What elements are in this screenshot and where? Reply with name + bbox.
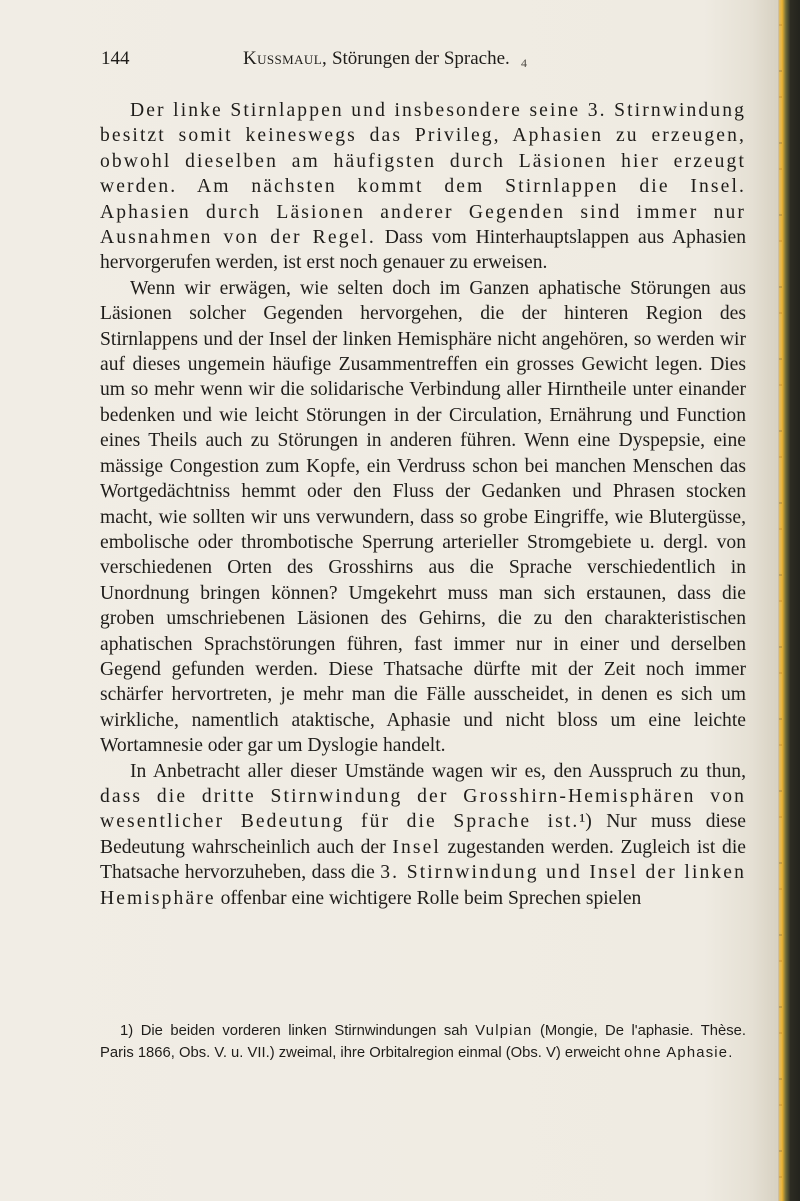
running-head-title: Störungen der Sprache. (331, 48, 510, 69)
footnote-paragraph (100, 1021, 746, 1064)
footnote-author-name: Vulpian (475, 1023, 533, 1039)
footnote-text-before: Die beiden vorderen linken Stirnwindungen sah (140, 1023, 476, 1039)
running-head (243, 48, 510, 70)
emphasized-text: dass die dritte Stirnwindung der Grosshirn-Hemisphären von wesentlicher Bedeutung für die Sprache ist. (100, 785, 746, 833)
body-text (100, 98, 746, 911)
emphasized-text: 3. Stirnwindung und Insel der linken Hemisphäre (100, 862, 746, 909)
page-edge-gilding (779, 0, 782, 1201)
top-mark: 4 (521, 56, 527, 70)
emphasized-text: Insel (392, 836, 441, 858)
footnote-spaced-end: ohne Aphasie. (624, 1044, 734, 1061)
paragraph-text: Wenn wir erwägen, wie selten doch im Ganzen aphatische Störungen aus Läsionen solcher Gegenden hervorgehen, die der hinteren Region des Stirnlappens und der Insel der linken Hemisphäre nicht angehören, so werden wir auf dieses ungemein häufige Zusammentreffen ein grosses Gewicht legen. Dies um so mehr wenn wir die solidarische Verbindung aller Hirntheile unter einander bedenken und wie leicht Störungen in der Circulation, Ernährung und Function eines Theils auch zu Störungen in anderen führen. Wenn eine Dyspepsie, eine mässige Congestion zum Kopfe, ein Verdruss schon bei manchen Menschen das Wortgedächtniss hemmt oder den Fluss der Gedanken und Phrasen stocken macht, wie sollten wir uns verwundern, dass so grobe Eingriffe, wie Blutergüsse, embolische oder thrombotische Sperrung arterieller Stromgebiete u. dergl. von verschiedenen Orten des Grosshirns aus die Sprache verschiedentlich in Unordnung bringen können? Umgekehrt muss man sich erstaunen, dass die groben umschriebenen Läsionen des Gehirns, die zu den charakteristischen aphatischen Sprachstörungen führen, fast immer nur in einer und derselben Gegend gefunden werden. Diese Thatsache dürfte mit der Zeit noch immer schärfer hervortreten, je mehr man die Fälle ausscheidet, in denen es sich um wirkliche, namentlich ataktische, Aphasie und nicht bloss um eine leichte Wortamnesie oder gar um Dyslogie handelt. (100, 277, 746, 757)
paragraph-text: zugestanden werden. Zugleich ist die Thatsache hervorzuheben, dass die (100, 836, 746, 884)
emphasized-text: Der linke Stirnlappen und insbesondere seine 3. Stirnwindung besitzt somit keineswegs das Privileg, Aphasien zu erzeugen, obwohl dieselben am häufigsten durch Läsionen hier erzeugt werden. Am nächsten kommt dem Stirnlappen die Insel. Aphasien durch Läsionen anderer Gegenden sind immer nur Ausnahmen von der Regel. (100, 100, 746, 249)
paragraph-text: ¹) Nur muss diese Bedeutung wahrscheinlich auch der (100, 811, 746, 858)
footnote (100, 1021, 746, 1064)
footnote-marker: 1) (120, 1023, 134, 1039)
body-paragraph (100, 276, 746, 759)
paragraph-text: Dass vom Hinterhauptslappen aus Aphasien hervorgerufen werden, ist erst noch genauer zu erweisen. (100, 227, 747, 274)
body-paragraph (100, 98, 746, 276)
paragraph-text: offenbar eine wichtigere Rolle beim Sprechen spielen (215, 887, 642, 909)
paragraph-text: In Anbetracht aller dieser Umstände wagen wir es, den Ausspruch zu thun, (130, 760, 746, 782)
page-number: 144 (101, 48, 130, 69)
running-head-author: Kussmaul, (243, 48, 328, 69)
footnote-text-after: (Mongie, De l'aphasie. Thèse. Paris 1866, Obs. V. u. VII.) zweimal, ihre Orbitalregion einmal (Obs. V) erweicht (100, 1023, 746, 1061)
running-header (101, 48, 733, 78)
body-paragraph (100, 759, 746, 911)
